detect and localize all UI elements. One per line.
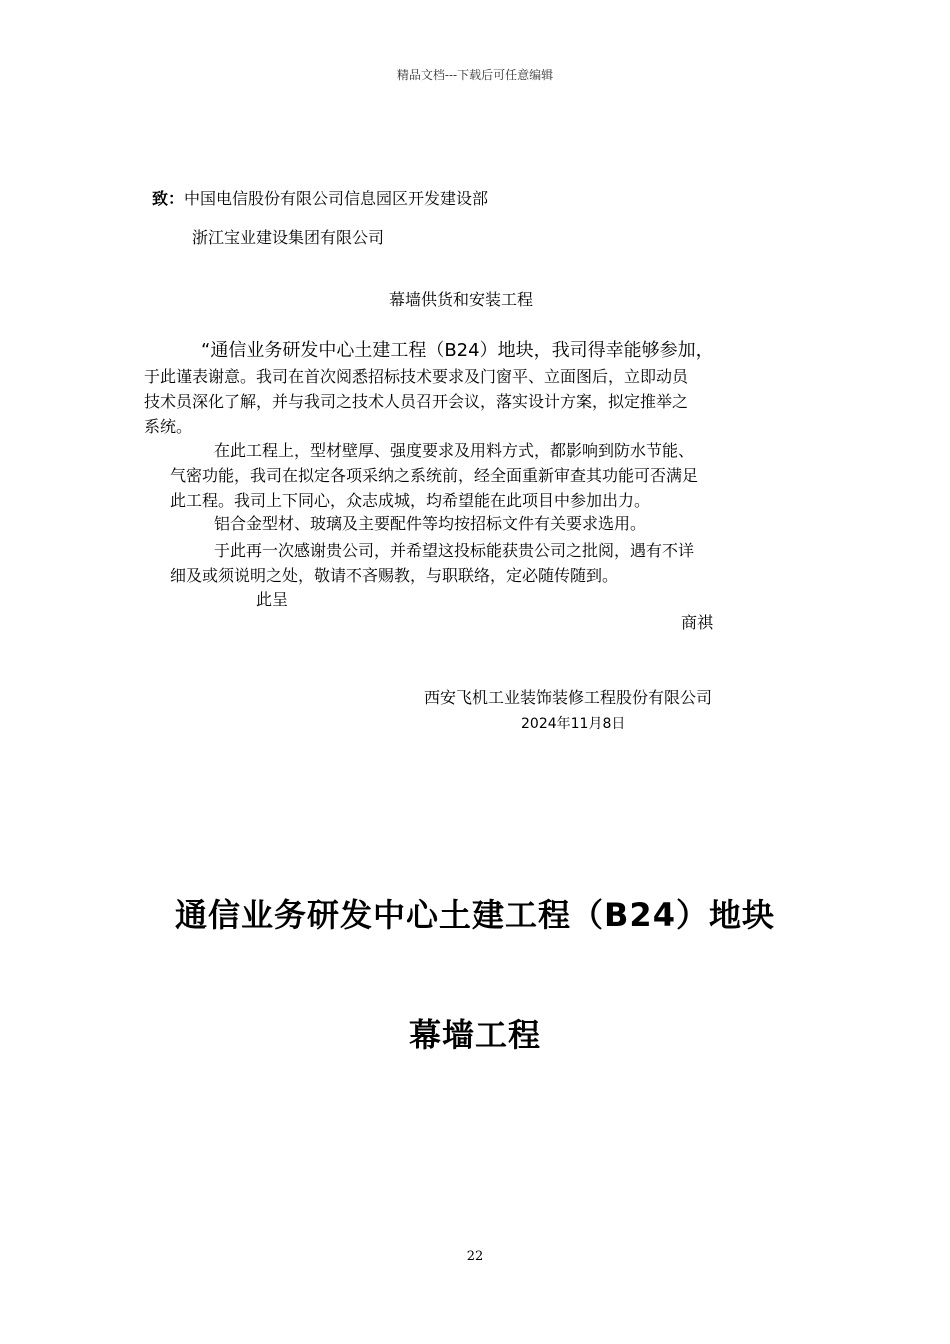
page-number: 22 xyxy=(466,1249,484,1264)
para4-line: 于此再一次感谢贵公司，并希望这投标能获贵公司之批阅，遇有不详 xyxy=(214,541,695,560)
addressee-line xyxy=(152,188,488,210)
page-header: 精品文档---下载后可任意编辑 xyxy=(396,68,554,82)
para2-line: 在此工程上，型材壁厚、强度要求及用料方式，都影响到防水节能、 xyxy=(214,441,695,460)
para1-line: 技术员深化了解，并与我司之技术人员召开会议，落实设计方案，拟定推举之 xyxy=(144,392,689,411)
to-label: 致： xyxy=(152,189,185,208)
signature-company: 西安飞机工业装饰装修工程股份有限公司 xyxy=(424,688,713,707)
signature-date: 2024年11月8日 xyxy=(521,716,626,732)
para1-line: “通信业务研发中心土建工程（B24）地块，我司得幸能够参加， xyxy=(201,340,714,361)
recipient-2: 浙江宝业建设集团有限公司 xyxy=(192,228,385,247)
paragraph-specs: 铝合金型材、玻璃及主要配件等均按招标文件有关要求选用。 xyxy=(214,514,647,533)
regards: 商祺 xyxy=(681,613,714,632)
cover-title-line1: 通信业务研发中心土建工程（B24）地块 xyxy=(175,896,775,934)
para1-line: 系统。 xyxy=(144,417,193,436)
para2-line: 气密功能，我司在拟定各项采纳之系统前，经全面重新审查其功能可否满足 xyxy=(170,466,699,485)
para2-line: 此工程。我司上下同心，众志成城，均希望能在此项目中参加出力。 xyxy=(170,491,651,510)
recipient-1: 中国电信股份有限公司信息园区开发建设部 xyxy=(184,189,489,208)
para4-line: 细及或须说明之处，敬请不吝赐教，与职联络，定必随传随到。 xyxy=(170,566,619,585)
letter-subject: 幕墙供货和安装工程 xyxy=(389,290,534,309)
cover-title-line2: 幕墙工程 xyxy=(408,1016,541,1054)
para1-line: 于此谨表谢意。我司在首次阅悉招标技术要求及门窗平、立面图后，立即动员 xyxy=(144,367,689,386)
closing: 此呈 xyxy=(256,590,289,609)
